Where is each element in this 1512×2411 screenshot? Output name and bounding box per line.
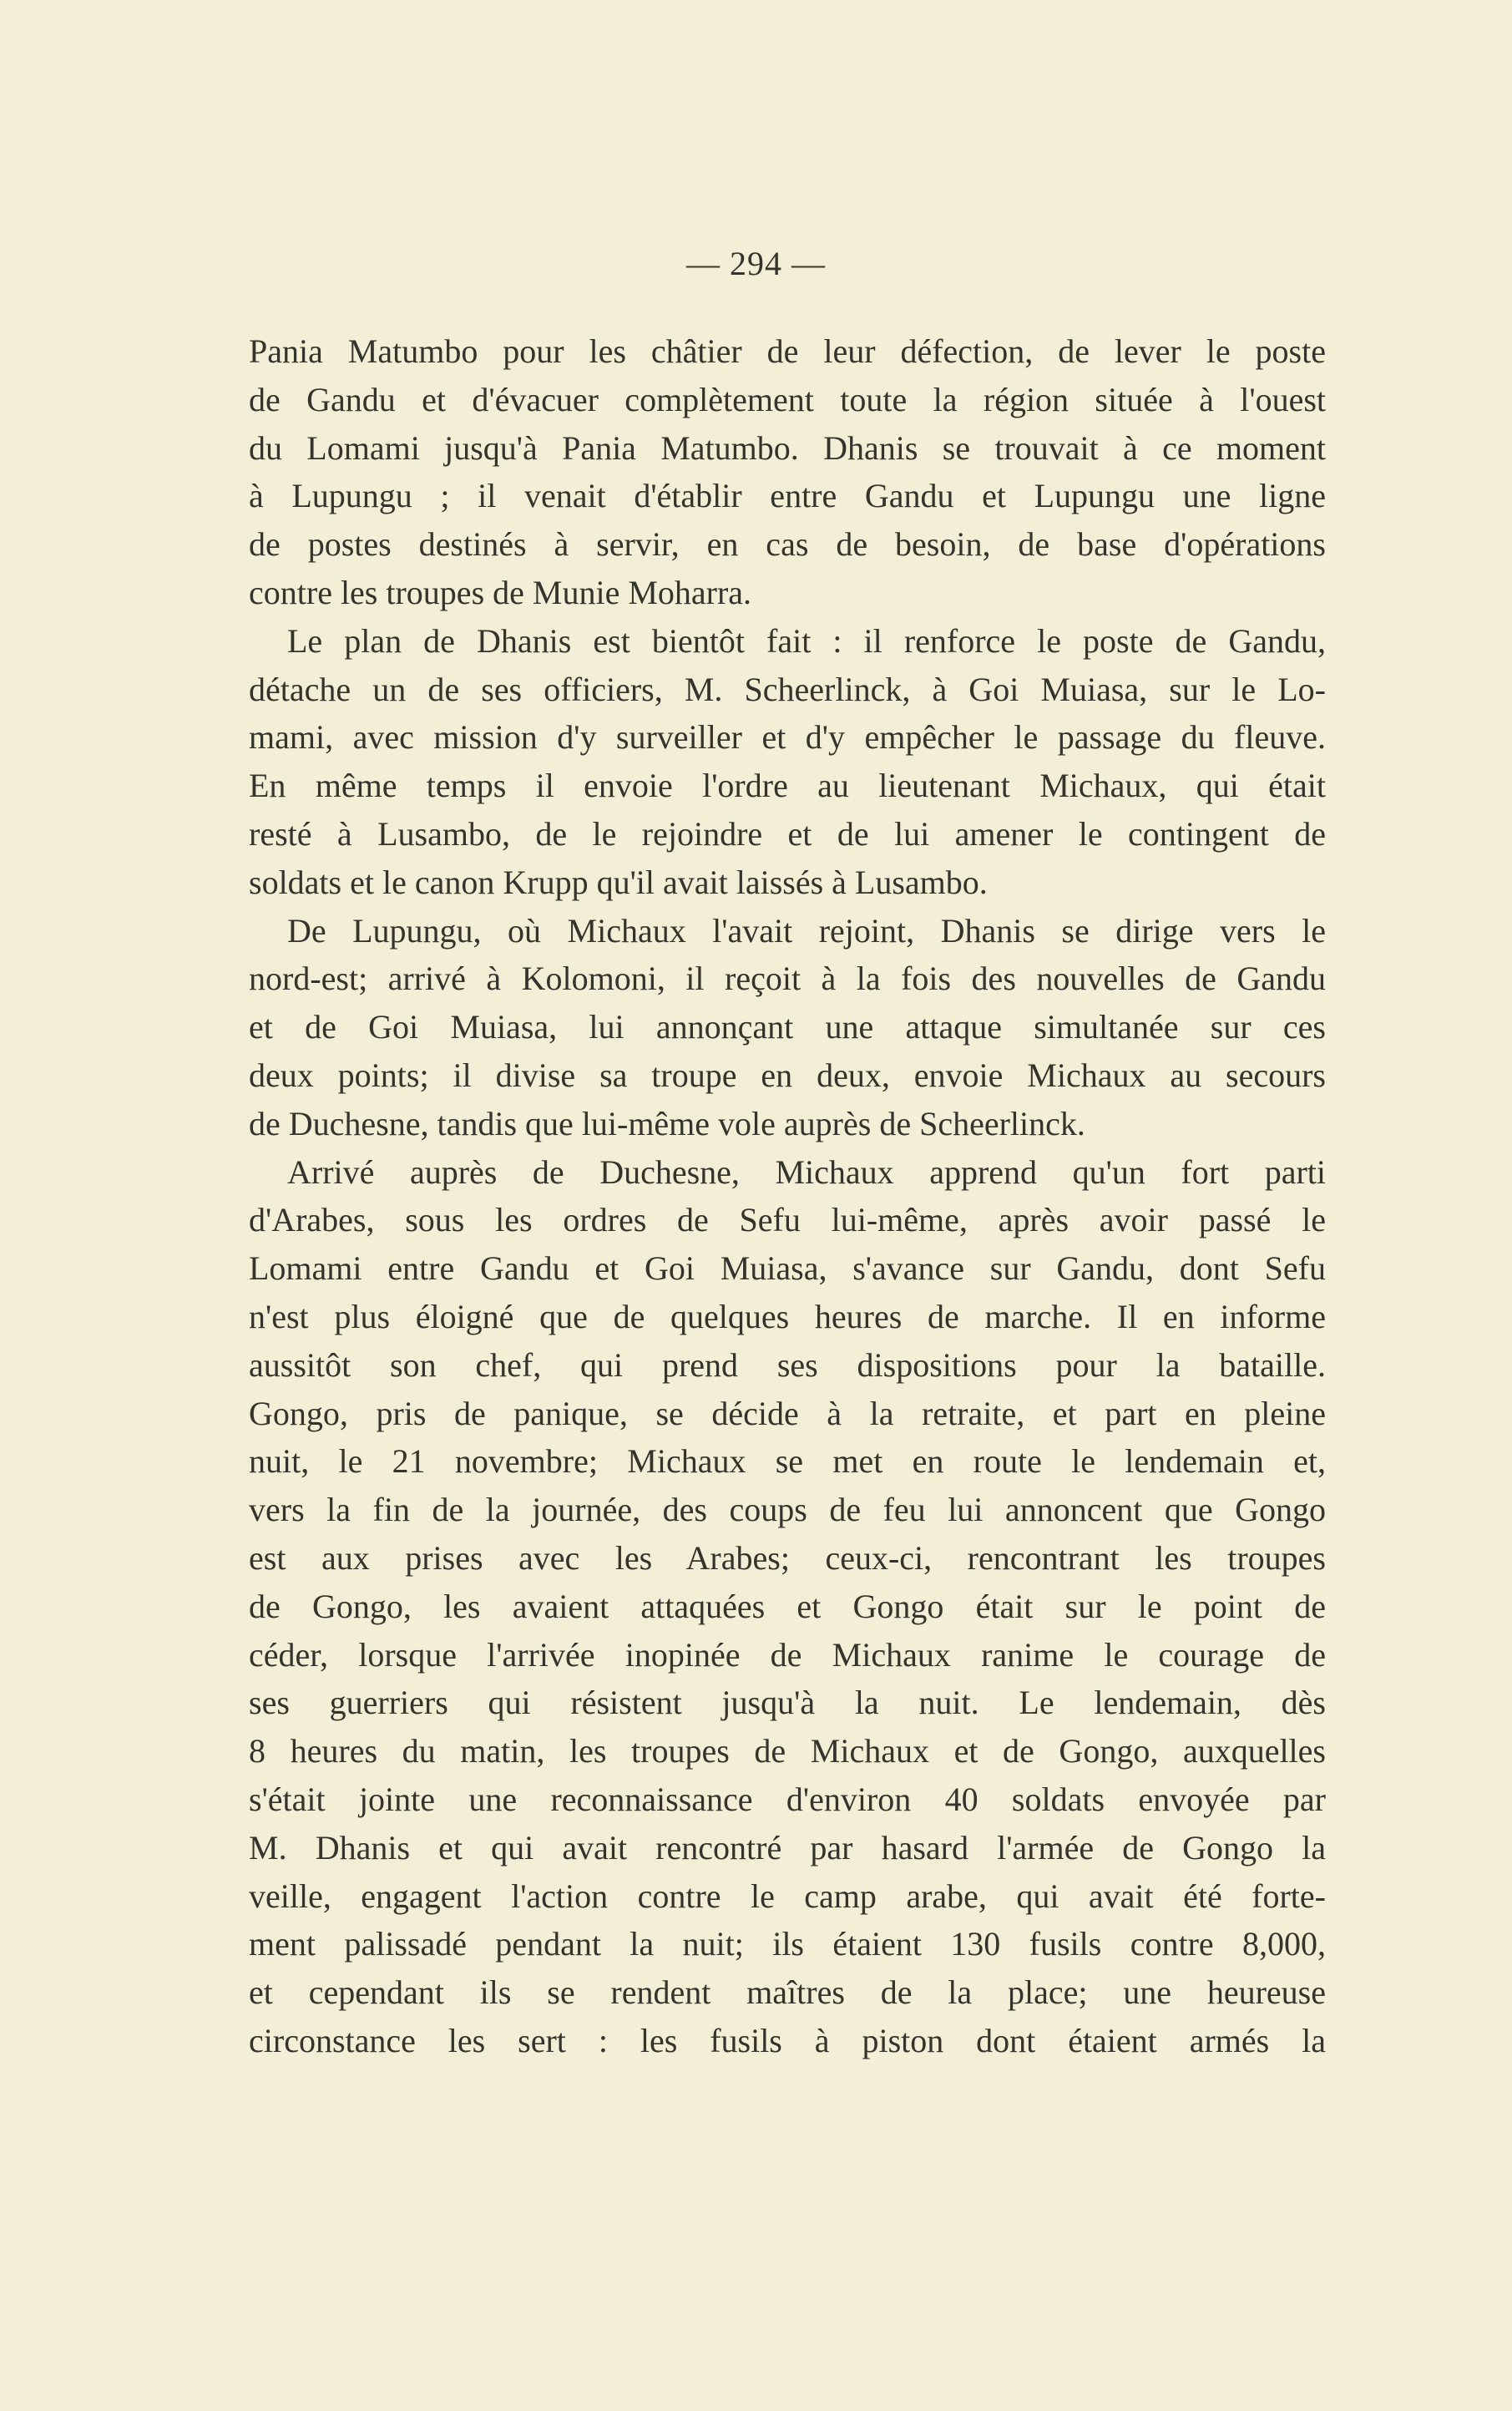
text-line: de Gandu et d'évacuer complètement toute la région située à l'ouest — [249, 380, 1326, 418]
text-line: Lomami entre Gandu et Goi Muiasa, s'avance sur Gandu, dont Sefu — [249, 1249, 1326, 1288]
text-line: ment palissadé pendant la nuit; ils étaient 130 fusils contre 8,000, — [249, 1925, 1326, 1963]
text-line: Pania Matumbo pour les châtier de leur défection, de lever le poste — [249, 332, 1326, 370]
text-line: et de Goi Muiasa, lui annonçant une attaque simultanée sur ces — [249, 1008, 1326, 1046]
text-line: de Gongo, les avaient attaquées et Gongo était sur le point de — [249, 1587, 1326, 1625]
text-line: d'Arabes, sous les ordres de Sefu lui-même, après avoir passé le — [249, 1201, 1326, 1239]
text-line: vers la fin de la journée, des coups de feu lui annoncent que Gongo — [249, 1491, 1326, 1529]
text-line: céder, lorsque l'arrivée inopinée de Michaux ranime le courage de — [249, 1635, 1326, 1674]
text-line: est aux prises avec les Arabes; ceux-ci, rencontrant les troupes — [249, 1538, 1326, 1577]
text-line: De Lupungu, où Michaux l'avait rejoint, Dhanis se dirige vers le — [287, 911, 1326, 950]
text-line: détache un de ses officiers, M. Scheerlinck, à Goi Muiasa, sur le Lo- — [249, 670, 1326, 708]
text-line: soldats et le canon Krupp qu'il avait laissés à Lusambo. — [249, 863, 988, 901]
text-line: deux points; il divise sa troupe en deux, envoie Michaux au secours — [249, 1056, 1326, 1094]
text-line: veille, engagent l'action contre le camp arabe, qui avait été forte- — [249, 1877, 1326, 1915]
text-line: mami, avec mission d'y surveiller et d'y empêcher le passage du fleuve. — [249, 718, 1326, 757]
text-line: de Duchesne, tandis que lui-même vole auprès de Scheerlinck. — [249, 1104, 1085, 1142]
text-line: En même temps il envoie l'ordre au lieutenant Michaux, qui était — [249, 767, 1326, 805]
text-line: de postes destinés à servir, en cas de besoin, de base d'opérations — [249, 525, 1326, 564]
text-line: n'est plus éloigné que de quelques heures de marche. Il en informe — [249, 1297, 1326, 1335]
text-line: aussitôt son chef, qui prend ses dispositions pour la bataille. — [249, 1345, 1326, 1384]
page-number: — 294 — — [686, 245, 826, 282]
text-line: à Lupungu ; il venait d'établir entre Gandu et Lupungu une ligne — [249, 477, 1326, 515]
text-line: Le plan de Dhanis est bientôt fait : il renforce le poste de Gandu, — [287, 621, 1326, 660]
text-line: nuit, le 21 novembre; Michaux se met en route le lendemain et, — [249, 1442, 1326, 1481]
text-line: Arrivé auprès de Duchesne, Michaux apprend qu'un fort parti — [287, 1152, 1326, 1191]
text-line: ses guerriers qui résistent jusqu'à la nuit. Le lendemain, dès — [249, 1684, 1326, 1722]
text-line: s'était jointe une reconnaissance d'environ 40 soldats envoyée par — [249, 1780, 1326, 1818]
text-line: Gongo, pris de panique, se décide à la retraite, et part en pleine — [249, 1394, 1326, 1432]
text-line: M. Dhanis et qui avait rencontré par hasard l'armée de Gongo la — [249, 1828, 1326, 1866]
text-line: resté à Lusambo, de le rejoindre et de lui amener le contingent de — [249, 814, 1326, 853]
body-text — [249, 327, 1326, 2065]
text-line: nord-est; arrivé à Kolomoni, il reçoit à la fois des nouvelles de Gandu — [249, 960, 1326, 998]
text-line: 8 heures du matin, les troupes de Michaux et de Gongo, auxquelles — [249, 1732, 1326, 1770]
text-line: contre les troupes de Munie Moharra. — [249, 573, 752, 611]
text-line: circonstance les sert : les fusils à piston dont étaient armés la — [249, 2021, 1326, 2059]
text-line: du Lomami jusqu'à Pania Matumbo. Dhanis se trouvait à ce moment — [249, 428, 1326, 467]
text-line: et cependant ils se rendent maîtres de la place; une heureuse — [249, 1973, 1326, 2012]
